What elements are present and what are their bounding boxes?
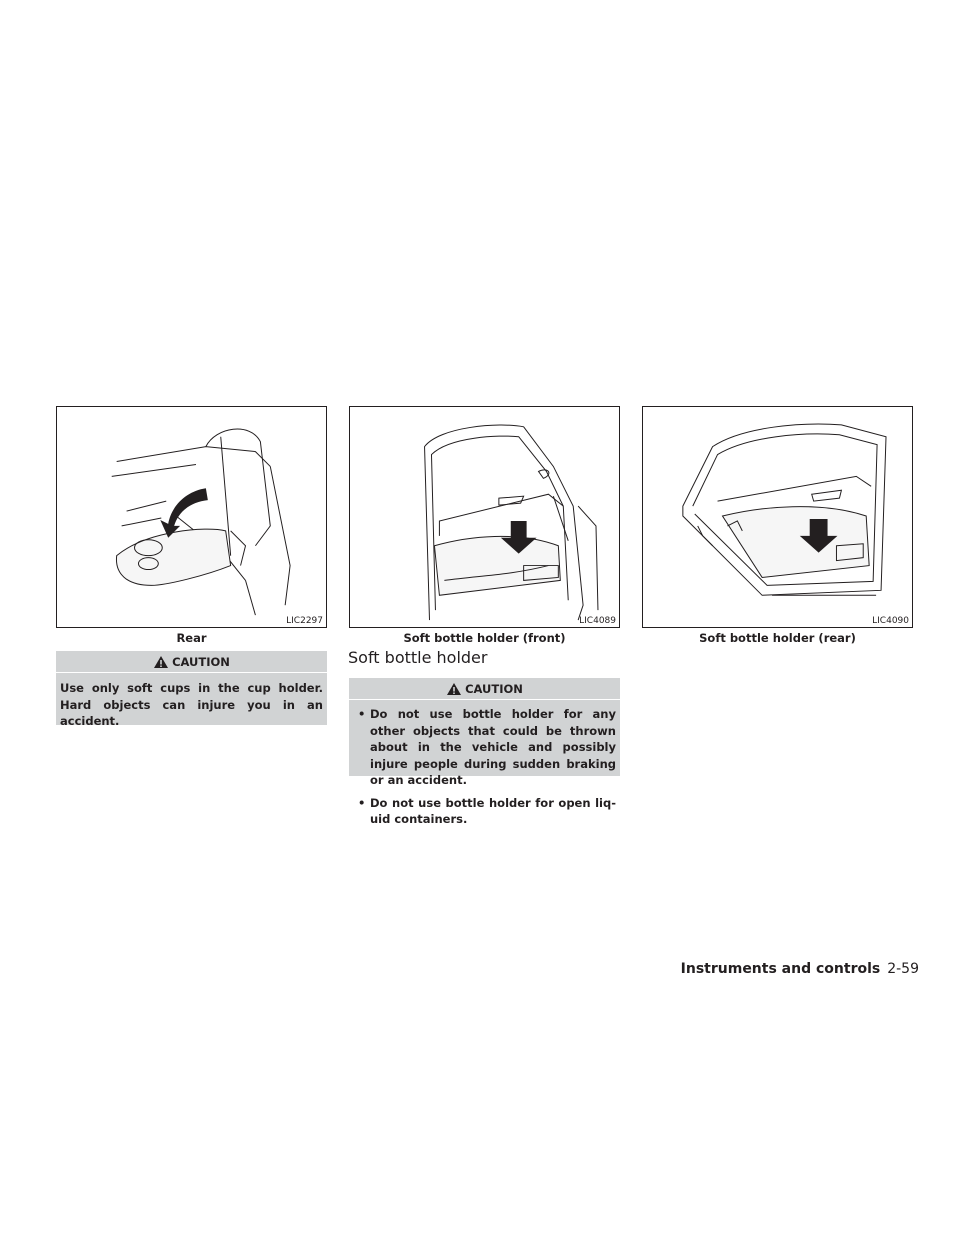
- figure-code: LIC4089: [579, 616, 616, 626]
- caution-text: Use only soft cups in the cup holder. Hard objects can injure you in an accident.: [60, 681, 323, 728]
- footer-section-name: Instruments and controls: [680, 961, 881, 977]
- figure-rear-armrest: [56, 406, 327, 628]
- caution-item-text: Do not use bottle holder for open liq-uid containers.: [370, 795, 616, 826]
- warning-icon: [446, 682, 462, 696]
- figure-caption: Soft bottle holder (rear): [699, 631, 856, 645]
- caution-header: [349, 678, 620, 700]
- rear-door-illustration: [643, 407, 912, 627]
- caution-item-text: Do not use bottle holder for any other objects that could be thrown about in the vehicle and possibly injure people during sudden braking or an accident.: [370, 707, 616, 787]
- bullet-icon: •: [358, 707, 366, 721]
- section-title: Soft bottle holder: [348, 648, 488, 667]
- caution-item: [353, 706, 616, 789]
- rear-armrest-illustration: [57, 407, 326, 627]
- figure-caption: Rear: [176, 631, 207, 645]
- front-door-illustration: [350, 407, 619, 627]
- caution-item: [353, 795, 616, 828]
- figure-caption: Soft bottle holder (front): [403, 631, 566, 645]
- caution-box-bottle-holder: [349, 678, 620, 826]
- caution-header: [56, 651, 327, 673]
- figure-code: LIC4090: [872, 616, 909, 626]
- footer-page-number: 2-59: [887, 961, 919, 977]
- figure-front-door: [349, 406, 620, 628]
- caution-list: [353, 706, 616, 828]
- caution-box-cup-holder: [56, 651, 327, 728]
- bullet-icon: •: [358, 795, 366, 810]
- caution-heading: CAUTION: [172, 654, 230, 669]
- figure-code: LIC2297: [286, 616, 323, 626]
- warning-icon: [153, 655, 169, 669]
- figure-rear-door: [642, 406, 913, 628]
- caution-list-container: [349, 700, 620, 834]
- page-footer: [681, 961, 919, 977]
- caution-heading: CAUTION: [465, 681, 523, 696]
